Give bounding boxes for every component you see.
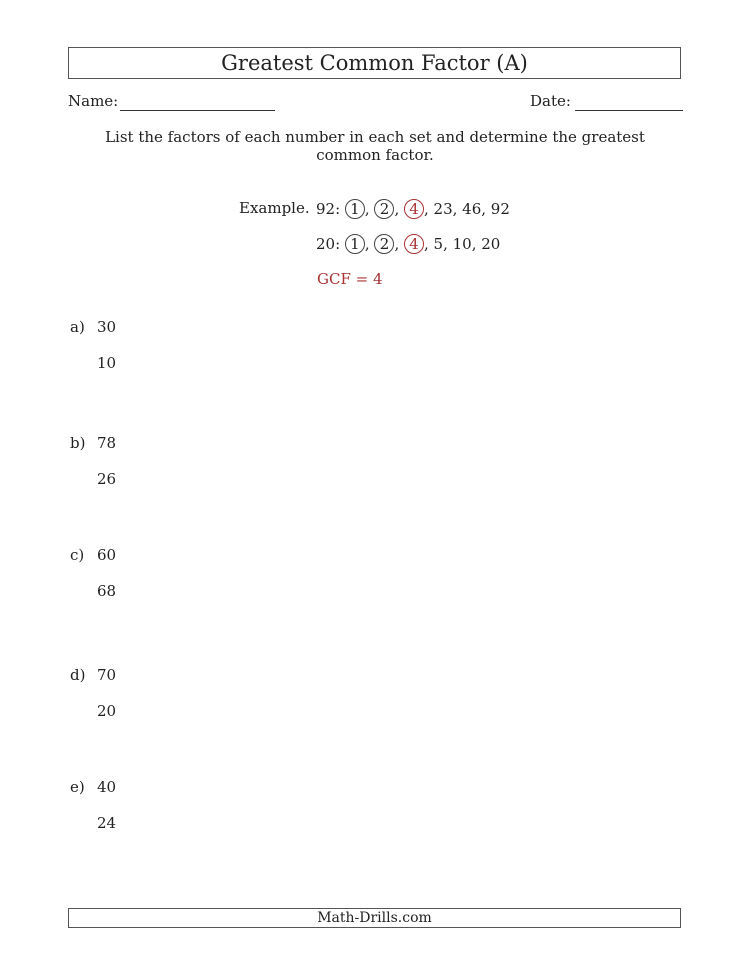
problem-number-1: 60	[97, 546, 117, 564]
problem-number-2: 24	[97, 814, 117, 832]
worksheet-title: Greatest Common Factor (A)	[68, 47, 681, 79]
problem-number-1: 78	[97, 434, 117, 452]
problem-number-2: 26	[97, 470, 117, 488]
name-line	[120, 110, 275, 111]
problem-label: b)	[70, 434, 86, 452]
problem-number-1: 70	[97, 666, 117, 684]
problem-number-2: 10	[97, 354, 117, 372]
problem-number-2: 20	[97, 702, 117, 720]
problem-label: d)	[70, 666, 86, 684]
date-label: Date:	[530, 92, 571, 110]
factors: , 5, 10, 20	[424, 235, 501, 253]
footer: Math-Drills.com	[68, 908, 681, 928]
circled-factor: 2	[374, 199, 394, 219]
circled-factor: 1	[345, 234, 365, 254]
name-label: Name:	[68, 92, 119, 110]
problem-number-2: 68	[97, 582, 117, 600]
example-row-2: 20: 1 , 2 , 4 , 5, 10, 20	[316, 235, 501, 253]
number: 20:	[316, 235, 341, 253]
problem-label: c)	[70, 546, 85, 564]
example-label: Example.	[239, 199, 310, 217]
circled-gcf: 4	[404, 234, 424, 254]
circled-gcf: 4	[404, 199, 424, 219]
example-gcf: GCF = 4	[317, 270, 383, 288]
number: 92:	[316, 200, 341, 218]
problem-number-1: 40	[97, 778, 117, 796]
problem-label: a)	[70, 318, 85, 336]
instructions: List the factors of each number in each set and determine the greatest common factor.	[105, 128, 645, 164]
problem-number-1: 30	[97, 318, 117, 336]
circled-factor: 2	[374, 234, 394, 254]
example-row-1: 92: 1 , 2 , 4 , 23, 46, 92	[316, 200, 510, 218]
circled-factor: 1	[345, 199, 365, 219]
date-line	[575, 110, 683, 111]
problem-label: e)	[70, 778, 85, 796]
factors: , 23, 46, 92	[424, 200, 510, 218]
